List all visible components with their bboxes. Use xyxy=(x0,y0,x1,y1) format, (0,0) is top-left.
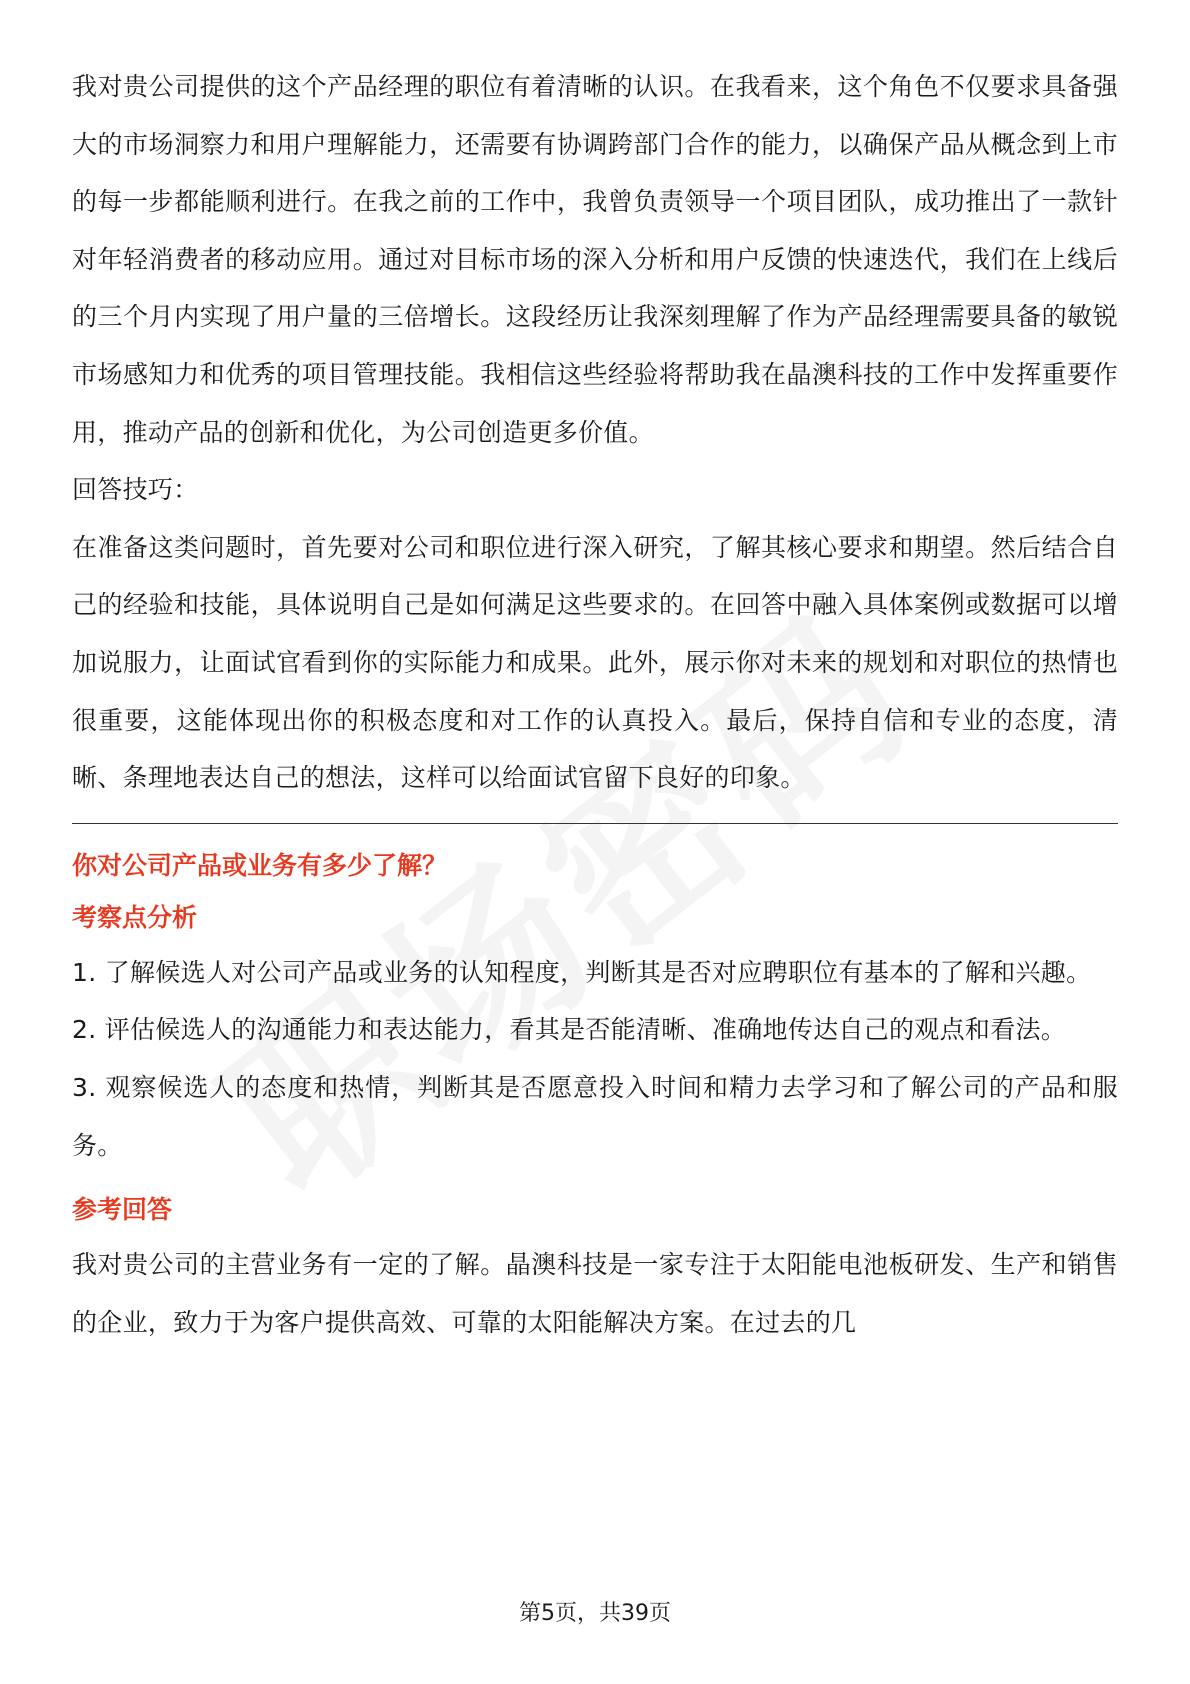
analysis-list xyxy=(72,944,1118,1174)
answer-paragraph: 我对贵公司的主营业务有一定的了解。晶澳科技是一家专注于太阳能电池板研发、生产和销售的企业，致力于为客户提供高效、可靠的太阳能解决方案。在过去的几 xyxy=(72,1250,1118,1337)
list-item: 1. 了解候选人对公司产品或业务的认知程度，判断其是否对应聘职位有基本的了解和兴趣。 xyxy=(72,957,1092,987)
section-gap xyxy=(72,1174,1118,1184)
tips-paragraph: 在准备这类问题时，首先要对公司和职位进行深入研究，了解其核心要求和期望。然后结合自己的经验和技能，具体说明自己是如何满足这些要求的。在回答中融入具体案例或数据可以增加说服力，让面试官看到你的实际能力和成果。此外，展示你对未来的规划和对职位的热情也很重要，这能体现出你的积极态度和对工作的认真投入。最后，保持自信和专业的态度，清晰、条理地表达自己的想法，这样可以给面试官留下良好的印象。 xyxy=(72,532,1118,793)
question-title: 你对公司产品或业务有多少了解？ xyxy=(72,850,448,880)
intro-paragraph: 我对贵公司提供的这个产品经理的职位有着清晰的认识。在我看来，这个角色不仅要求具备强大的市场洞察力和用户理解能力，还需要有协调跨部门合作的能力，以确保产品从概念到上市的每一步都能顺利进行。在我之前的工作中，我曾负责领导一个项目团队，成功推出了一款针对年轻消费者的移动应用。通过对目标市场的深入分析和用户反馈的快速迭代，我们在上线后的三个月内实现了用户量的三倍增长。这段经历让我深刻理解了作为产品经理需要具备的敏锐市场感知力和优秀的项目管理技能。我相信这些经验将帮助我在晶澳科技的工作中发挥重要作用，推动产品的创新和优化，为公司创造更多价值。 xyxy=(72,72,1118,447)
answer-heading: 参考回答 xyxy=(72,1195,173,1225)
analysis-heading: 考察点分析 xyxy=(72,902,198,932)
tips-label: 回答技巧： xyxy=(72,475,199,505)
list-item: 2. 评估候选人的沟通能力和表达能力，看其是否能清晰、准确地传达自己的观点和看法。 xyxy=(72,1015,1067,1045)
document-page xyxy=(72,58,1118,1351)
page-number: 第5页，共39页 xyxy=(519,1601,671,1626)
list-item: 3. 观察候选人的态度和热情，判断其是否愿意投入时间和精力去学习和了解公司的产品和服务。 xyxy=(72,1072,1118,1160)
section-divider xyxy=(72,823,1118,824)
